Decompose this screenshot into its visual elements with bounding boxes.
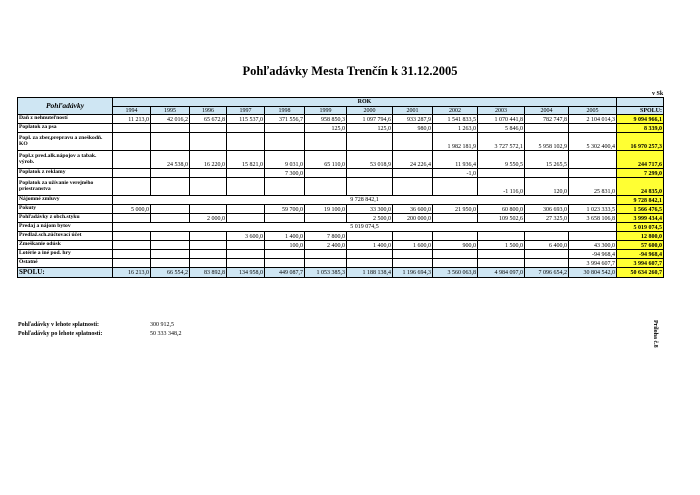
cell-value: 7 300,0 — [265, 169, 305, 178]
cell-value: 1 400,0 — [347, 241, 393, 250]
cell-value — [433, 232, 478, 241]
cell-value — [227, 250, 265, 259]
receivables-table — [17, 97, 664, 278]
cell-value: 1 400,0 — [265, 232, 305, 241]
cell-value: 3 658 106,8 — [569, 214, 617, 223]
table-row — [18, 250, 664, 259]
cell-value — [151, 214, 190, 223]
total-value: 7 096 654,2 — [525, 268, 569, 278]
cell-value — [265, 259, 305, 268]
table-row — [18, 205, 664, 214]
table-row — [18, 259, 664, 268]
cell-value: 11 936,4 — [433, 151, 478, 169]
cell-value — [305, 133, 347, 151]
cell-value — [305, 250, 347, 259]
cell-value — [393, 232, 433, 241]
cell-value: 3 994 607,7 — [569, 259, 617, 268]
table-row — [18, 232, 664, 241]
cell-value — [151, 205, 190, 214]
cell-value — [227, 259, 265, 268]
cell-value: 5 302 400,4 — [569, 133, 617, 151]
cell-value — [151, 241, 190, 250]
row-label: Poplatok za psa — [18, 124, 113, 133]
cell-value — [151, 178, 190, 196]
cell-value — [113, 214, 151, 223]
cell-value: 1 263,0 — [433, 124, 478, 133]
attachment-label: Príloha č.8 — [652, 320, 658, 348]
cell-value: 5 958 102,9 — [525, 133, 569, 151]
table-row — [18, 115, 664, 124]
year-header: 2004 — [525, 107, 569, 115]
cell-value — [151, 250, 190, 259]
cell-value: 5 000,0 — [113, 205, 151, 214]
cell-value — [305, 178, 347, 196]
cell-value: 782 747,8 — [525, 115, 569, 124]
cell-value: 371 556,7 — [265, 115, 305, 124]
row-total: 3 999 434,4 — [617, 214, 664, 223]
cell-value: 1 097 794,6 — [347, 115, 393, 124]
table-row — [18, 169, 664, 178]
row-label: Nájomné zmluvy — [18, 196, 113, 205]
cell-value: 7 800,0 — [305, 232, 347, 241]
row-label: Pohľadávky z obch.styku — [18, 214, 113, 223]
cell-value: 3 727 572,1 — [478, 133, 525, 151]
cell-value: 65 672,8 — [190, 115, 227, 124]
table-row — [18, 223, 664, 232]
cell-value — [227, 214, 265, 223]
cell-value — [305, 169, 347, 178]
cell-value: 65 110,0 — [305, 151, 347, 169]
merged-value: 9 728 842,1 — [113, 196, 617, 205]
row-total: -94 968,4 — [617, 250, 664, 259]
row-total: 12 800,0 — [617, 232, 664, 241]
cell-value: 24 226,4 — [393, 151, 433, 169]
cell-value — [190, 241, 227, 250]
due-label: Pohľadávky v lehote splatnosti: — [18, 322, 99, 328]
unit-label: v Sk — [652, 91, 664, 97]
total-value: 16 213,0 — [113, 268, 151, 278]
cell-value — [190, 124, 227, 133]
cell-value — [113, 169, 151, 178]
cell-value — [525, 250, 569, 259]
cell-value: 3 600,0 — [227, 232, 265, 241]
cell-value: 100,0 — [265, 241, 305, 250]
cell-value — [525, 232, 569, 241]
cell-value — [227, 124, 265, 133]
cell-value — [433, 259, 478, 268]
cell-value — [113, 232, 151, 241]
cell-value: 42 016,2 — [151, 115, 190, 124]
cell-value — [478, 169, 525, 178]
cell-value: 200 000,0 — [393, 214, 433, 223]
overdue-value: 50 333 348,2 — [150, 331, 182, 337]
cell-value: 2 500,0 — [347, 214, 393, 223]
total-value: 134 958,0 — [227, 268, 265, 278]
cell-value: 1 600,0 — [393, 241, 433, 250]
cell-value — [347, 178, 393, 196]
cell-value — [151, 169, 190, 178]
cell-value — [525, 259, 569, 268]
row-total: 5 019 074,5 — [617, 223, 664, 232]
cell-value — [433, 178, 478, 196]
cell-value — [569, 232, 617, 241]
cell-value — [227, 205, 265, 214]
cell-value — [227, 178, 265, 196]
cell-value — [347, 250, 393, 259]
cell-value: 120,0 — [525, 178, 569, 196]
cell-value — [265, 250, 305, 259]
cell-value: 115 537,0 — [227, 115, 265, 124]
cell-value — [265, 133, 305, 151]
due-value: 300 912,5 — [150, 322, 174, 328]
row-total: 3 994 607,7 — [617, 259, 664, 268]
cell-value — [265, 124, 305, 133]
row-label: Popl.z pred.alk.nápojov a tabak. výrob. — [18, 151, 113, 169]
row-label: Popl. za zber,prepravu a zneškodň. KO — [18, 133, 113, 151]
cell-value: 125,0 — [347, 124, 393, 133]
cell-value — [151, 124, 190, 133]
total-value: 83 892,8 — [190, 268, 227, 278]
row-label: Predaj a nájom bytov — [18, 223, 113, 232]
cell-value — [227, 241, 265, 250]
cell-value — [393, 250, 433, 259]
cell-value: 36 600,0 — [393, 205, 433, 214]
cell-value: 1 500,0 — [478, 241, 525, 250]
cell-value — [393, 178, 433, 196]
total-label: SPOLU: — [18, 268, 113, 278]
cell-value: 60 800,0 — [478, 205, 525, 214]
row-total: 24 835,0 — [617, 178, 664, 196]
cell-value — [190, 205, 227, 214]
cell-value: 958 850,3 — [305, 115, 347, 124]
cell-value: 43 300,0 — [569, 241, 617, 250]
cell-value: 21 950,0 — [433, 205, 478, 214]
row-label: Poplatok za užívanie verejného priestranstva — [18, 178, 113, 196]
year-header: 1996 — [190, 107, 227, 115]
cell-value: 1 070 441,8 — [478, 115, 525, 124]
cell-value — [525, 169, 569, 178]
cell-value: 1 541 833,5 — [433, 115, 478, 124]
merged-value: 5 019 074,5 — [113, 223, 617, 232]
cell-value: 25 831,0 — [569, 178, 617, 196]
year-header: 2002 — [433, 107, 478, 115]
cell-value — [393, 259, 433, 268]
cell-value — [433, 214, 478, 223]
cell-value — [113, 259, 151, 268]
cell-value: 16 220,0 — [190, 151, 227, 169]
cell-value: 900,0 — [433, 241, 478, 250]
row-label: Poplatok z reklamy — [18, 169, 113, 178]
cell-value — [347, 169, 393, 178]
cell-value — [151, 133, 190, 151]
cell-value — [190, 133, 227, 151]
year-header: 2000 — [347, 107, 393, 115]
total-value: 4 984 097,0 — [478, 268, 525, 278]
row-total: 1 566 476,5 — [617, 205, 664, 214]
total-row — [18, 268, 664, 278]
page-title: Pohľadávky Mesta Trenčín k 31.12.2005 — [242, 64, 458, 78]
cell-value — [265, 214, 305, 223]
table-row — [18, 241, 664, 250]
total-value: 30 804 542,0 — [569, 268, 617, 278]
cell-value: -94 968,4 — [569, 250, 617, 259]
grand-total: 50 634 260,7 — [617, 268, 664, 278]
cell-value — [190, 169, 227, 178]
table-row — [18, 178, 664, 196]
cell-value — [151, 232, 190, 241]
rok-header: ROK — [113, 98, 617, 107]
cell-value: 933 287,9 — [393, 115, 433, 124]
year-header: 2001 — [393, 107, 433, 115]
cell-value — [113, 124, 151, 133]
spolu-header-blank — [617, 98, 664, 107]
cell-value: 33 300,0 — [347, 205, 393, 214]
total-value: 66 554,2 — [151, 268, 190, 278]
cell-value: 2 400,0 — [305, 241, 347, 250]
cell-value — [113, 241, 151, 250]
year-header: 2003 — [478, 107, 525, 115]
total-value: 1 188 138,4 — [347, 268, 393, 278]
cell-value: 306 693,0 — [525, 205, 569, 214]
row-total: 244 717,6 — [617, 151, 664, 169]
cell-value — [190, 259, 227, 268]
cell-value — [113, 250, 151, 259]
cell-value: 59 700,0 — [265, 205, 305, 214]
row-total: 57 600,0 — [617, 241, 664, 250]
cell-value: 11 213,0 — [113, 115, 151, 124]
cell-value — [305, 214, 347, 223]
row-total: 8 339,0 — [617, 124, 664, 133]
cell-value — [113, 178, 151, 196]
row-label: Daň z nehnuteľností — [18, 115, 113, 124]
header-row-rok — [18, 98, 664, 107]
cell-value: 9 031,0 — [265, 151, 305, 169]
cell-value: 2 000,0 — [190, 214, 227, 223]
table-row — [18, 124, 664, 133]
row-label: Lotérie a iné pod. hry — [18, 250, 113, 259]
cell-value: 5 846,0 — [478, 124, 525, 133]
cell-value: 53 018,9 — [347, 151, 393, 169]
cell-value: 27 325,0 — [525, 214, 569, 223]
spolu-header: SPOLU: — [617, 107, 664, 115]
total-value: 1 196 694,3 — [393, 268, 433, 278]
total-value: 1 053 385,3 — [305, 268, 347, 278]
year-header: 2005 — [569, 107, 617, 115]
cell-value — [265, 178, 305, 196]
table-row — [18, 214, 664, 223]
row-total: 9 728 842,1 — [617, 196, 664, 205]
cell-value — [190, 178, 227, 196]
row-label: Pokuty — [18, 205, 113, 214]
year-header: 1995 — [151, 107, 190, 115]
cell-value — [190, 250, 227, 259]
cell-value — [478, 232, 525, 241]
cell-value — [347, 259, 393, 268]
cell-value: 6 400,0 — [525, 241, 569, 250]
cell-value: 9 550,5 — [478, 151, 525, 169]
row-total: 9 094 966,1 — [617, 115, 664, 124]
year-header: 1997 — [227, 107, 265, 115]
cell-value: 1 023 333,5 — [569, 205, 617, 214]
year-header: 1999 — [305, 107, 347, 115]
row-label: Predlaž.sch.zúčtovací účet — [18, 232, 113, 241]
cell-value — [113, 151, 151, 169]
cell-value — [393, 133, 433, 151]
cell-value — [478, 250, 525, 259]
cell-value: 1 982 181,9 — [433, 133, 478, 151]
row-label: Zmeškanie odúsk — [18, 241, 113, 250]
cell-value — [227, 169, 265, 178]
year-header: 1998 — [265, 107, 305, 115]
cell-value: -1 116,0 — [478, 178, 525, 196]
cell-value: 15 265,5 — [525, 151, 569, 169]
table-row — [18, 133, 664, 151]
cell-value: -1,0 — [433, 169, 478, 178]
table-row — [18, 151, 664, 169]
cell-value — [569, 151, 617, 169]
cell-value — [478, 259, 525, 268]
cell-value: 15 821,0 — [227, 151, 265, 169]
cell-value: 109 502,6 — [478, 214, 525, 223]
cell-value — [525, 124, 569, 133]
cell-value — [151, 259, 190, 268]
row-total: 16 970 257,3 — [617, 133, 664, 151]
year-header: 1994 — [113, 107, 151, 115]
cell-value — [347, 232, 393, 241]
cell-value: 980,0 — [393, 124, 433, 133]
cell-value — [433, 250, 478, 259]
row-total: 7 299,0 — [617, 169, 664, 178]
cell-value: 24 538,0 — [151, 151, 190, 169]
cell-value — [227, 133, 265, 151]
cell-value — [190, 232, 227, 241]
overdue-label: Pohľadávky po lehote splatnosti: — [18, 331, 103, 337]
cell-value — [569, 169, 617, 178]
header-row-years — [18, 107, 664, 115]
cell-value — [569, 124, 617, 133]
corner-header: Pohľadávky — [18, 98, 113, 115]
cell-value: 125,0 — [305, 124, 347, 133]
cell-value — [393, 169, 433, 178]
row-label: Ostatné — [18, 259, 113, 268]
total-value: 449 087,7 — [265, 268, 305, 278]
cell-value: 2 104 014,3 — [569, 115, 617, 124]
cell-value — [347, 133, 393, 151]
total-value: 3 560 063,8 — [433, 268, 478, 278]
table-row — [18, 196, 664, 205]
cell-value — [305, 259, 347, 268]
cell-value — [113, 133, 151, 151]
cell-value: 19 100,0 — [305, 205, 347, 214]
